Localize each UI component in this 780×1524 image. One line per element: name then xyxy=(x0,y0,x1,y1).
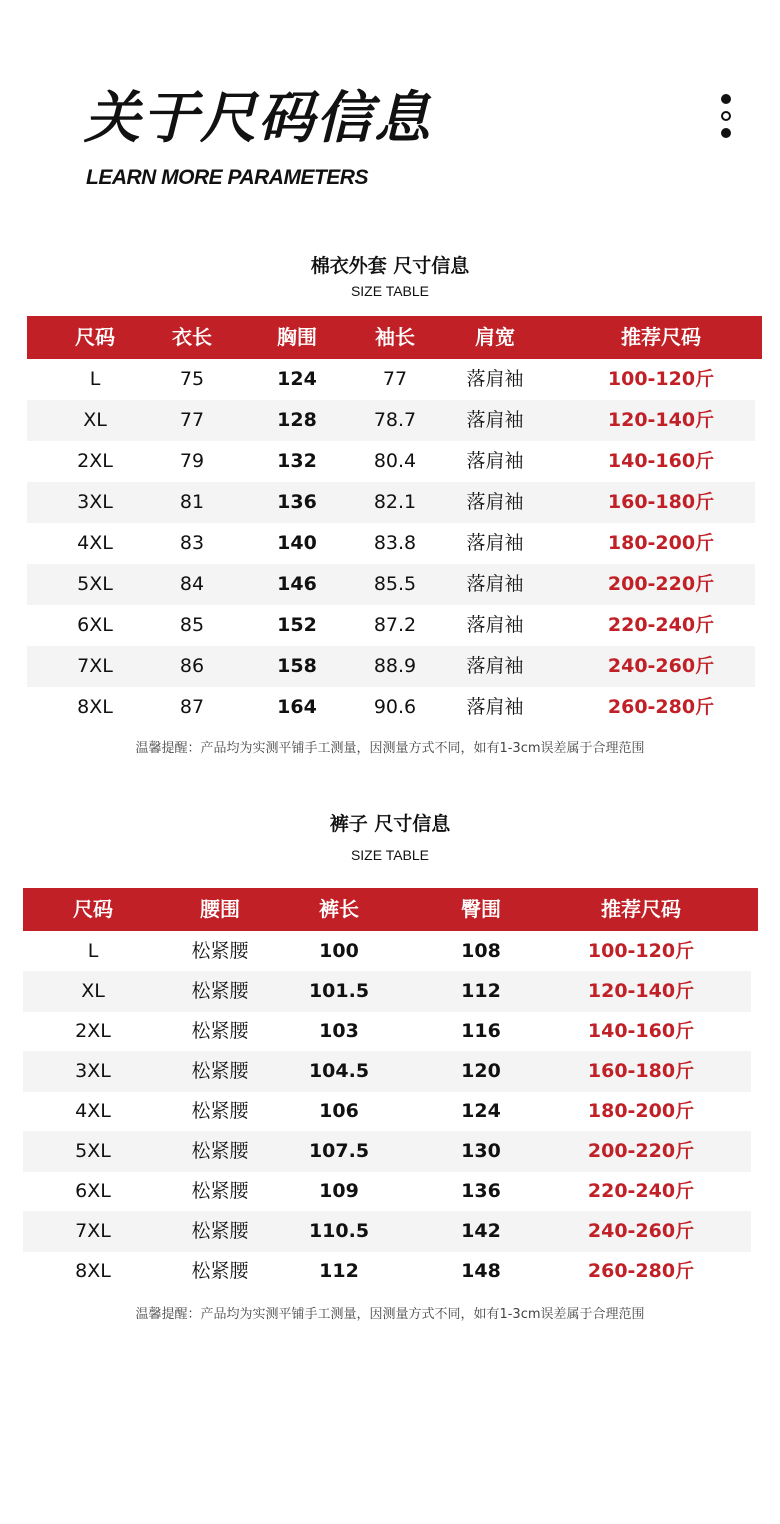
column-header: 推荐尺码 xyxy=(601,897,681,921)
table-cell: 落肩袖 xyxy=(466,614,524,636)
coat-section-title: 棉衣外套 尺寸信息 xyxy=(310,255,470,277)
column-header: 臀围 xyxy=(461,897,501,921)
dot-hollow-icon xyxy=(721,111,731,121)
table-cell: 87.2 xyxy=(373,614,417,636)
table-cell: 100 xyxy=(319,940,359,962)
table-cell: 78.7 xyxy=(373,409,417,431)
table-cell: 146 xyxy=(277,573,317,595)
table-row xyxy=(27,441,755,482)
table-row xyxy=(27,482,755,523)
table-cell: 140 xyxy=(277,532,317,554)
table-cell: 100-120斤 xyxy=(607,368,715,390)
table-cell: 200-220斤 xyxy=(607,573,715,595)
pants-size-note: 温馨提醒：产品均为实测平铺手工测量，因测量方式不同，如有1-3cm误差属于合理范围 xyxy=(135,1307,645,1322)
table-cell: 110.5 xyxy=(308,1220,370,1242)
table-cell: 260-280斤 xyxy=(587,1260,695,1282)
table-row xyxy=(23,931,751,972)
table-row xyxy=(23,1131,751,1172)
table-cell: 160-180斤 xyxy=(587,1060,695,1082)
column-header: 衣长 xyxy=(172,325,212,349)
table-cell: 松紧腰 xyxy=(191,1060,249,1082)
table-cell: 240-260斤 xyxy=(607,655,715,677)
table-cell: 180-200斤 xyxy=(587,1100,695,1122)
table-row xyxy=(23,971,751,1012)
table-cell: 落肩袖 xyxy=(466,573,524,595)
table-cell: 124 xyxy=(461,1100,501,1122)
table-cell: 120-140斤 xyxy=(587,980,695,1002)
coat-section-subtitle: SIZE TABLE xyxy=(350,283,430,299)
column-header: 肩宽 xyxy=(475,325,515,349)
column-header: 裤长 xyxy=(319,897,359,921)
table-cell: 87 xyxy=(179,696,205,718)
dots-ornament-icon xyxy=(719,94,733,138)
table-cell: 109 xyxy=(319,1180,359,1202)
table-cell: 松紧腰 xyxy=(191,1180,249,1202)
table-cell: 108 xyxy=(461,940,501,962)
table-cell: 240-260斤 xyxy=(587,1220,695,1242)
table-cell: 120 xyxy=(461,1060,501,1082)
column-header: 尺码 xyxy=(75,325,115,349)
dot-filled-icon xyxy=(721,94,731,104)
table-cell: 2XL xyxy=(75,1020,111,1042)
column-header: 尺码 xyxy=(73,897,113,921)
dot-filled-icon xyxy=(721,128,731,138)
table-cell: 85 xyxy=(179,614,205,636)
table-cell: 落肩袖 xyxy=(466,450,524,472)
table-cell: 142 xyxy=(461,1220,501,1242)
table-cell: 4XL xyxy=(77,532,113,554)
table-cell: 101.5 xyxy=(308,980,370,1002)
column-header: 推荐尺码 xyxy=(621,325,701,349)
table-cell: 90.6 xyxy=(373,696,417,718)
table-cell: 85.5 xyxy=(373,573,417,595)
table-cell: 79 xyxy=(179,450,205,472)
table-cell: 落肩袖 xyxy=(466,696,524,718)
table-cell: 3XL xyxy=(75,1060,111,1082)
table-row xyxy=(27,523,755,564)
table-row xyxy=(23,1171,751,1212)
table-cell: 落肩袖 xyxy=(466,409,524,431)
table-cell: 落肩袖 xyxy=(466,368,524,390)
table-cell: 148 xyxy=(461,1260,501,1282)
table-cell: 松紧腰 xyxy=(191,980,249,1002)
table-cell: 130 xyxy=(461,1140,501,1162)
table-cell: 152 xyxy=(277,614,317,636)
table-cell: 103 xyxy=(319,1020,359,1042)
table-row xyxy=(27,359,755,400)
table-cell: 107.5 xyxy=(308,1140,370,1162)
table-cell: 5XL xyxy=(75,1140,111,1162)
table-cell: 75 xyxy=(179,368,205,390)
table-cell: XL xyxy=(83,409,107,431)
table-cell: 8XL xyxy=(75,1260,111,1282)
table-cell: 3XL xyxy=(77,491,113,513)
table-cell: 88.9 xyxy=(373,655,417,677)
table-row xyxy=(27,564,755,605)
table-cell: 83 xyxy=(179,532,205,554)
table-cell: 136 xyxy=(461,1180,501,1202)
table-row xyxy=(27,687,755,728)
table-cell: 124 xyxy=(277,368,317,390)
table-cell: 松紧腰 xyxy=(191,940,249,962)
table-cell: 180-200斤 xyxy=(607,532,715,554)
table-row xyxy=(27,400,755,441)
table-cell: 83.8 xyxy=(373,532,417,554)
column-header: 袖长 xyxy=(375,325,415,349)
table-cell: 松紧腰 xyxy=(191,1260,249,1282)
table-cell: 112 xyxy=(319,1260,359,1282)
page-title: 关于尺码信息 xyxy=(84,86,432,151)
table-cell: 松紧腰 xyxy=(191,1140,249,1162)
table-cell: 104.5 xyxy=(308,1060,370,1082)
pants-section-subtitle: SIZE TABLE xyxy=(350,847,430,863)
table-cell: 260-280斤 xyxy=(607,696,715,718)
table-cell: 220-240斤 xyxy=(607,614,715,636)
table-cell: 158 xyxy=(277,655,317,677)
table-cell: 80.4 xyxy=(373,450,417,472)
table-cell: 6XL xyxy=(77,614,113,636)
table-cell: 7XL xyxy=(75,1220,111,1242)
table-cell: 77 xyxy=(179,409,205,431)
table-header xyxy=(27,316,762,359)
table-cell: 140-160斤 xyxy=(587,1020,695,1042)
table-cell: 81 xyxy=(179,491,205,513)
table-cell: 落肩袖 xyxy=(466,532,524,554)
table-cell: L xyxy=(89,368,101,390)
table-row xyxy=(23,1051,751,1092)
table-row xyxy=(23,1211,751,1252)
table-row xyxy=(27,605,755,646)
column-header: 胸围 xyxy=(277,325,317,349)
table-cell: 2XL xyxy=(77,450,113,472)
table-row xyxy=(23,1091,751,1132)
table-cell: 220-240斤 xyxy=(587,1180,695,1202)
table-row xyxy=(27,646,755,687)
table-cell: 松紧腰 xyxy=(191,1020,249,1042)
page-subtitle: LEARN MORE PARAMETERS xyxy=(86,166,368,189)
table-cell: 落肩袖 xyxy=(466,491,524,513)
table-cell: 松紧腰 xyxy=(191,1100,249,1122)
table-cell: 5XL xyxy=(77,573,113,595)
table-header xyxy=(23,888,758,931)
table-cell: 106 xyxy=(319,1100,359,1122)
table-cell: 116 xyxy=(461,1020,501,1042)
table-cell: 200-220斤 xyxy=(587,1140,695,1162)
table-cell: 112 xyxy=(461,980,501,1002)
table-cell: XL xyxy=(81,980,105,1002)
pants-section-title: 裤子 尺寸信息 xyxy=(329,813,451,835)
table-cell: 7XL xyxy=(77,655,113,677)
table-cell: 落肩袖 xyxy=(466,655,524,677)
table-cell: 77 xyxy=(382,368,408,390)
table-cell: 140-160斤 xyxy=(607,450,715,472)
table-cell: 128 xyxy=(277,409,317,431)
table-cell: 4XL xyxy=(75,1100,111,1122)
table-cell: L xyxy=(87,940,99,962)
table-cell: 84 xyxy=(179,573,205,595)
table-cell: 86 xyxy=(179,655,205,677)
column-header: 腰围 xyxy=(200,897,240,921)
table-cell: 164 xyxy=(277,696,317,718)
table-cell: 6XL xyxy=(75,1180,111,1202)
table-cell: 82.1 xyxy=(373,491,417,513)
table-cell: 松紧腰 xyxy=(191,1220,249,1242)
table-cell: 8XL xyxy=(77,696,113,718)
table-cell: 100-120斤 xyxy=(587,940,695,962)
table-cell: 120-140斤 xyxy=(607,409,715,431)
table-row xyxy=(23,1251,751,1292)
table-row xyxy=(23,1011,751,1052)
coat-size-note: 温馨提醒：产品均为实测平铺手工测量，因测量方式不同，如有1-3cm误差属于合理范围 xyxy=(135,741,645,756)
table-cell: 136 xyxy=(277,491,317,513)
table-cell: 132 xyxy=(277,450,317,472)
table-cell: 160-180斤 xyxy=(607,491,715,513)
